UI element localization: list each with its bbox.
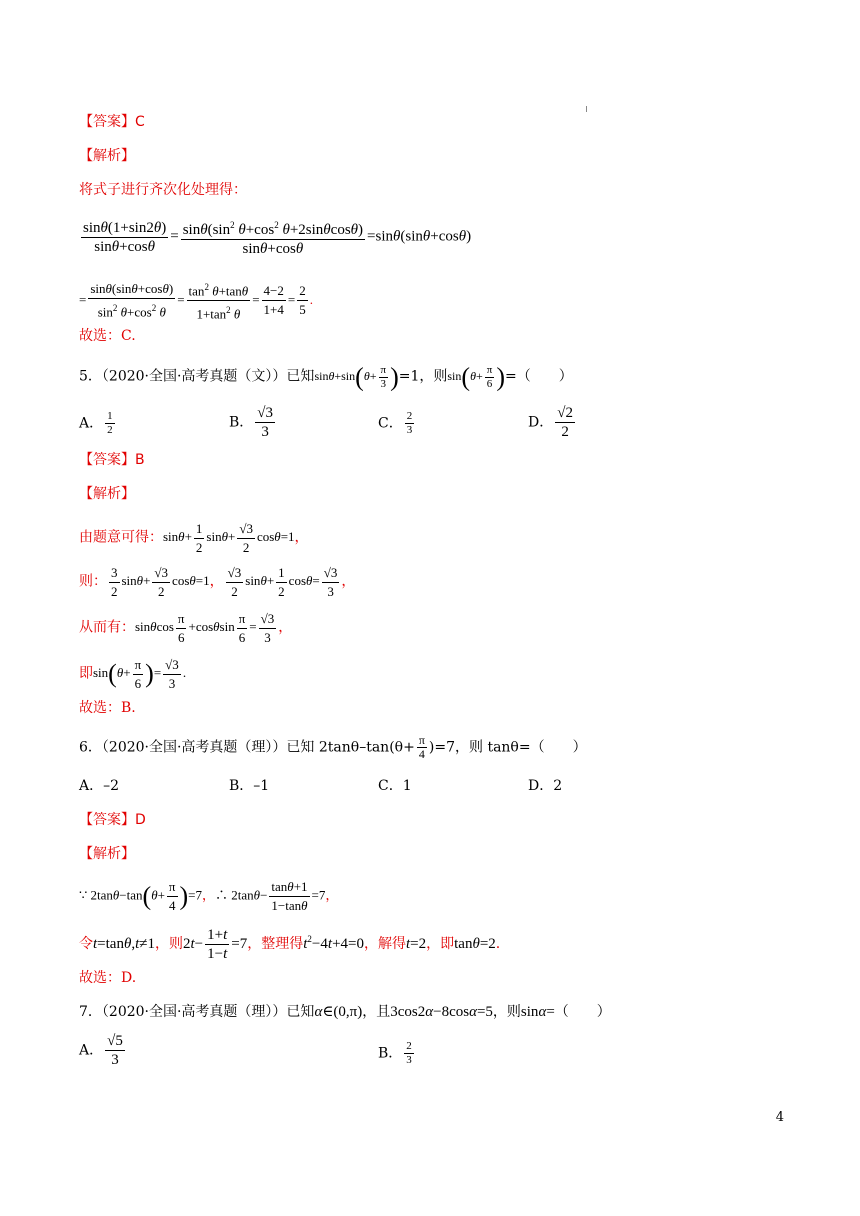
q5-option-c: C． $\frac{2}{3}$ xyxy=(378,410,413,436)
q6-option-a: A．–2 xyxy=(79,778,120,794)
q7-stem: 7．（2020·全国·高考真题（理））已知α∈(0,π)，且3cos2α−8cosα=5，则sinα=（ ） xyxy=(79,1004,611,1020)
q4-derivation-2: = $\frac{\sin\theta(\sin\theta+\cos\theta)}{\sin^2 \theta+\cos^2 \theta}$ = $\frac{\tan^2 \theta+\tan\theta}{1+\tan^2 \theta}$ = $\frac{4-2}{1+4}$ = $\frac{2}{5}$ . xyxy=(79,278,313,324)
q5-done: 故选：B. xyxy=(79,700,136,716)
page-mark xyxy=(586,106,587,112)
q4-derivation-1: $\frac{\sin\theta(1+\sin 2\theta)}{\sin\theta+\cos\theta}$ = $\frac{\sin\theta(\sin^2 \theta+\cos^2 \theta+2\sin\theta\cos\theta)}{\sin\theta+\cos\theta}$ =sinθ(sinθ+cosθ) xyxy=(79,216,471,258)
q7-option-a: A． $\frac{√5}{3}$ xyxy=(79,1033,123,1068)
q4-analysis-label: 【解析】 xyxy=(79,148,135,164)
q6-done: 故选：D. xyxy=(79,970,137,986)
q5-analysis-label: 【解析】 xyxy=(79,486,135,502)
q5-option-a: A． $\frac{1}{2}$ xyxy=(79,410,113,436)
q6-stem: 6．（2020·全国·高考真题（理））已知 2tanθ–tan(θ+ $\frac{\pi}{4}$ )=7，则 tanθ=（ ） xyxy=(79,733,587,761)
q6-step2: 令t=tanθ,t≠1，则2t− $\frac{1+t}{1-t}$ =7，整理得$t^2-4t+4=0$，解得t=2，即tanθ=2. xyxy=(79,927,501,962)
q5-option-b: B． $\frac{√3}{3}$ xyxy=(229,405,274,440)
q6-analysis-label: 【解析】 xyxy=(79,846,135,862)
q7-option-b: B． $\frac{2}{3}$ xyxy=(378,1040,412,1066)
q4-answer: 【答案】C xyxy=(79,114,145,130)
q5-step3: 从而有：sinθcos $\frac{\pi}{6}$ +cosθsin $\frac{\pi}{6}$ = $\frac{√3}{3}$ ， xyxy=(79,611,293,645)
q6-option-c: C．1 xyxy=(378,778,412,794)
q6-step1: ∵ 2tanθ−tan(θ+ $\frac{\pi}{4}$ )=7，∴ 2tanθ− $\frac{\tan\theta+1}{1-\tan\theta}$ =7， xyxy=(79,879,339,913)
q6-option-d: D．2 xyxy=(528,778,563,794)
page-number: 4 xyxy=(775,1110,784,1125)
q4-intro: 将式子进行齐次化处理得： xyxy=(79,182,247,198)
q5-stem: 5．（2020·全国·高考真题（文））已知sinθ+sin(θ+ $\frac{\pi}{3}$ )=1，则sin(θ+ $\frac{\pi}{6}$ )=（ ） xyxy=(79,362,573,392)
q5-step2: 则： $\frac{3}{2}$ sinθ+ $\frac{√3}{2}$ cosθ=1， $\frac{√3}{2}$ sinθ+ $\frac{1}{2}$ cosθ= $\frac{√3}{3}$ ， xyxy=(79,565,356,599)
q6-answer: 【答案】D xyxy=(79,812,146,828)
q5-step4: 即sin(θ+ $\frac{\pi}{6}$ )= $\frac{√3}{3}$ . xyxy=(79,657,187,691)
q5-answer: 【答案】B xyxy=(79,452,145,468)
q5-step1: 由题意可得：sinθ+ $\frac{1}{2}$ sinθ+ $\frac{√3}{2}$ cosθ=1， xyxy=(79,521,309,555)
q6-option-b: B．–1 xyxy=(229,778,270,794)
q4-done: 故选：C. xyxy=(79,328,136,344)
q5-option-d: D． $\frac{√2}{2}$ xyxy=(528,405,573,440)
